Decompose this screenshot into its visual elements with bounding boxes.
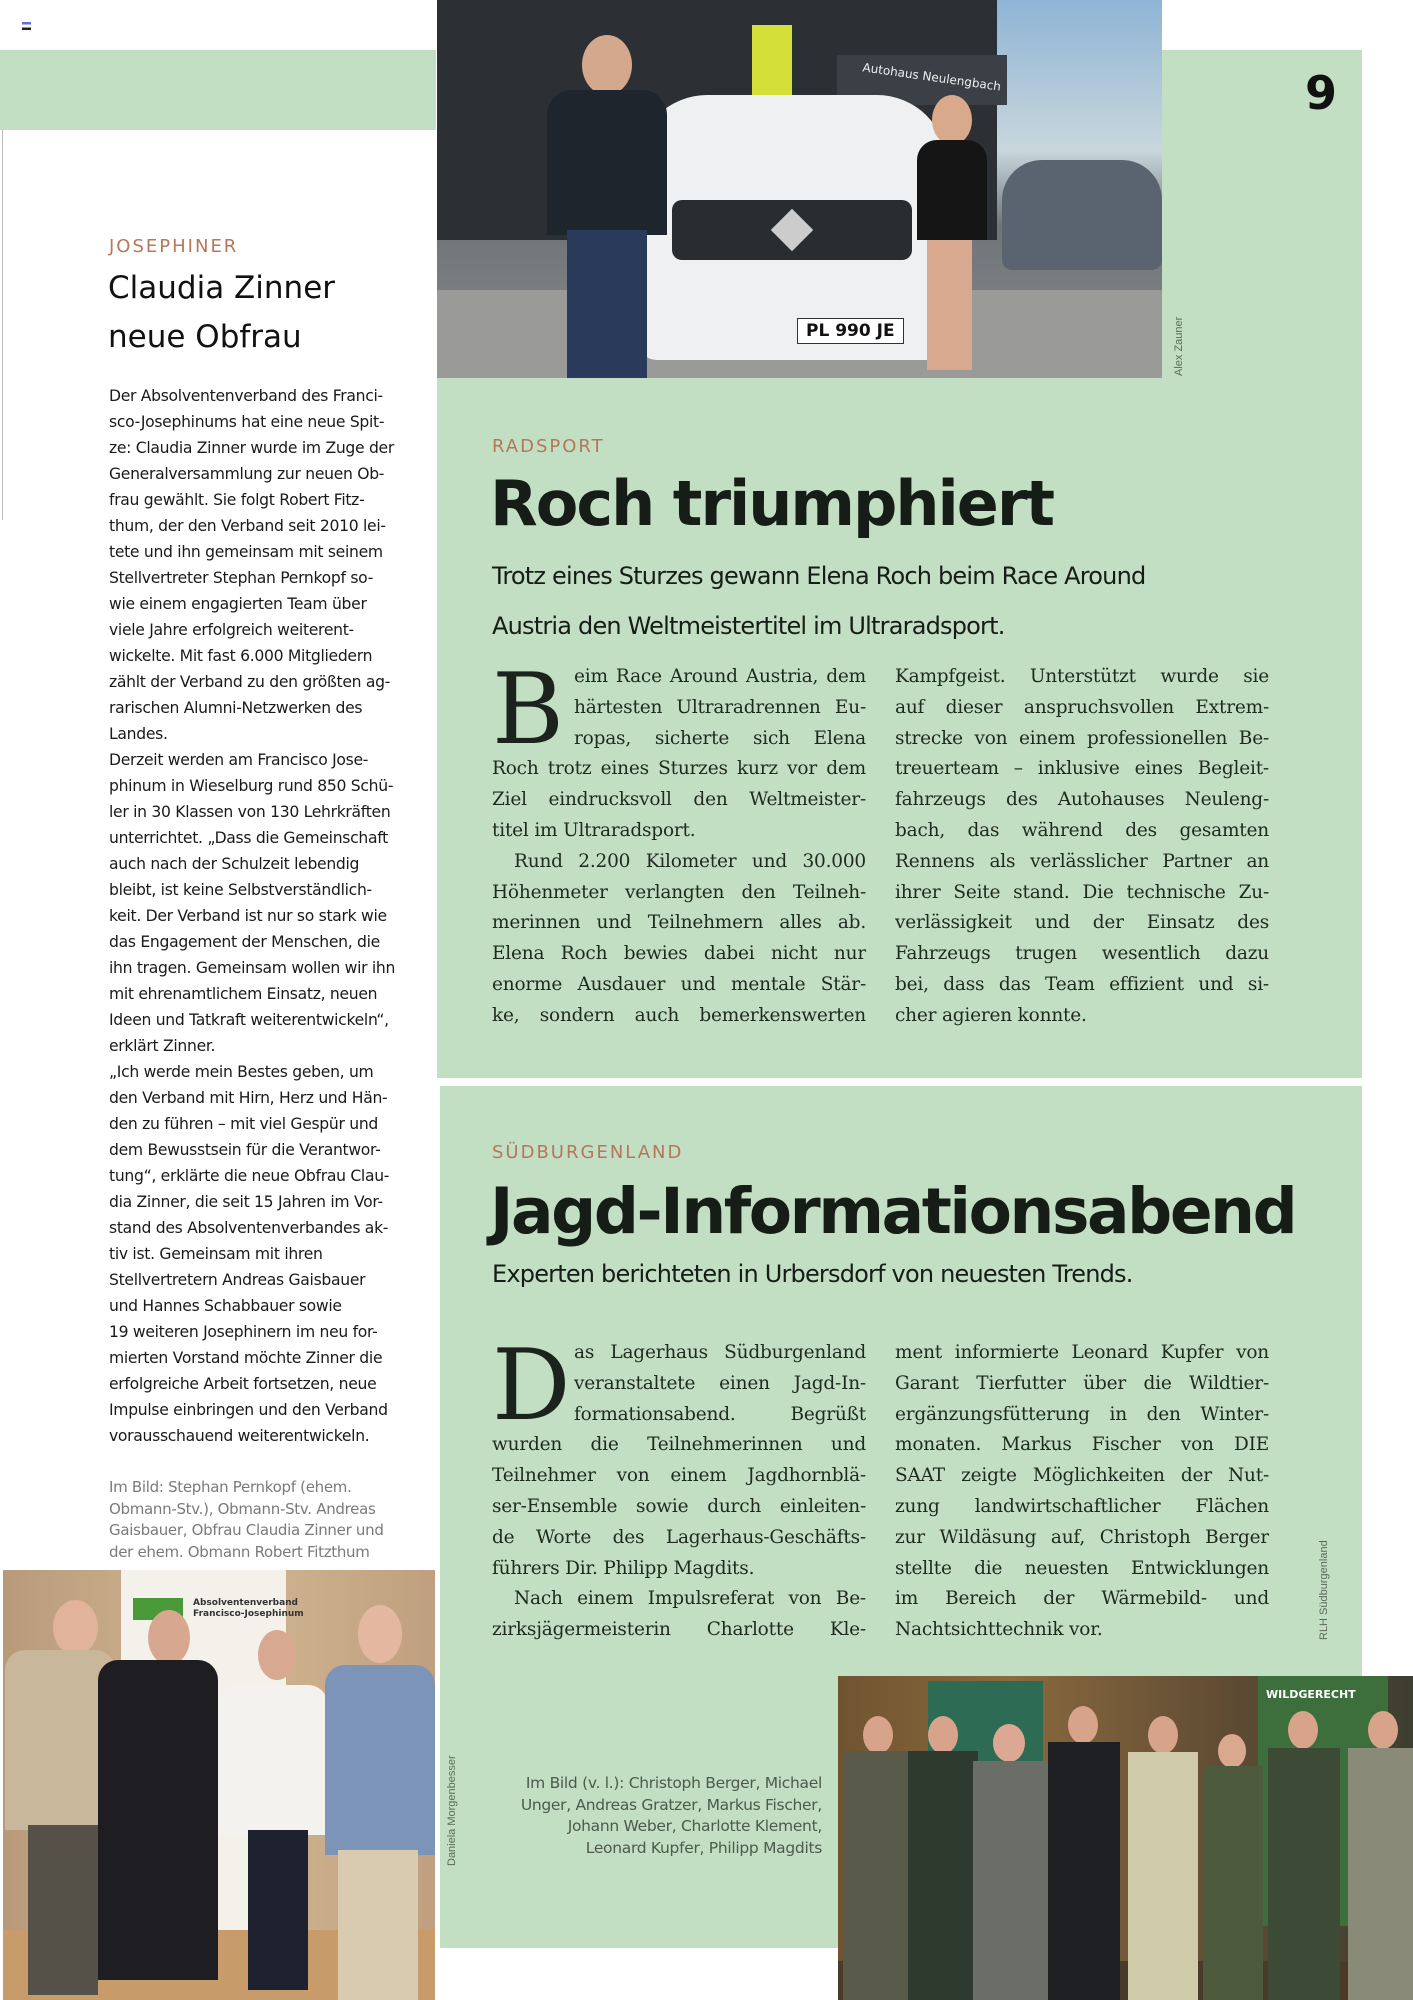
left-kicker: JOSEPHINER bbox=[109, 236, 239, 257]
text-line: dem Bewusstsein für die Verantwor- bbox=[109, 1141, 381, 1159]
text-line: „Ich werde mein Bestes geben, um bbox=[109, 1063, 374, 1081]
text-line: den Verband mit Hirn, Herz und Hän- bbox=[109, 1089, 388, 1107]
text-line: erklärt Zinner. bbox=[109, 1037, 216, 1055]
text-line: rarischen Alumni-Netzwerken des bbox=[109, 699, 363, 717]
subtitle-line: Austria den Weltmeistertitel im Ultraradsport. bbox=[492, 612, 1005, 640]
text-line: Teilnehmer von einem Jagdhornblä- bbox=[492, 1465, 866, 1487]
left-header-band bbox=[0, 50, 436, 130]
text-line: auch nach der Schulzeit lebendig bbox=[109, 855, 360, 873]
text-line: ropas, sicherte sich Elena bbox=[574, 727, 866, 749]
text-line: vorausschauend weiterentwickeln. bbox=[109, 1427, 370, 1445]
license-plate: PL 990 JE bbox=[797, 318, 904, 344]
text-line: Der Absolventenverband des Franci- bbox=[109, 387, 383, 405]
text-line: Rund 2.200 Kilometer und 30.000 bbox=[514, 850, 866, 872]
photo-jagd-group bbox=[838, 1676, 1413, 2000]
text-line: Kampfgeist. Unterstützt wurde sie bbox=[895, 666, 1269, 687]
text-line: Roch trotz eines Sturzes kurz vor dem bbox=[492, 758, 866, 780]
text-line: tung“, erklärte die neue Obfrau Clau- bbox=[109, 1167, 390, 1185]
text-line: dia Zinner, die seit 15 Jahren im Vor- bbox=[109, 1193, 383, 1211]
text-line: merinnen und Teilnehmern alles ab. bbox=[492, 912, 866, 934]
text-line: Fahrzeugs trugen wesentlich dazu bbox=[895, 943, 1269, 965]
text-line: Nach einem Impulsreferat von Be- bbox=[514, 1588, 866, 1610]
text-line: keit. Der Verband ist nur so stark wie bbox=[109, 907, 387, 925]
photo-car-handover bbox=[437, 0, 1162, 378]
text-line: cher agieren konnte. bbox=[895, 1004, 1087, 1026]
text-line: mierten Vorstand möchte Zinner die bbox=[109, 1349, 383, 1367]
text-line: Rennens als verlässlicher Partner an bbox=[895, 850, 1269, 872]
text-line: strecke von einem professionellen Be- bbox=[895, 727, 1269, 749]
left-title bbox=[108, 264, 335, 362]
text-line: ke, sondern auch bemerkenswerten bbox=[492, 1004, 866, 1026]
text-line: wurden die Teilnehmerinnen und bbox=[492, 1434, 866, 1456]
text-line: Generalversammlung zur neuen Ob- bbox=[109, 465, 385, 483]
photo-credit-left: Daniela Morgenbesser bbox=[446, 1755, 458, 1866]
text-line: tiv ist. Gemeinsam mit ihren bbox=[109, 1245, 323, 1263]
text-line: monaten. Markus Fischer von DIE bbox=[895, 1434, 1269, 1456]
drop-cap: B bbox=[492, 653, 564, 767]
drop-cap: D bbox=[492, 1329, 571, 1443]
text-line: Höhenmeter verlangten den Teilneh- bbox=[492, 881, 866, 903]
jagd-col2 bbox=[895, 1338, 1269, 1646]
jagd-caption bbox=[500, 1773, 822, 1859]
left-column-border bbox=[2, 130, 3, 520]
text-line: treuerteam – inklusive eines Begleit- bbox=[895, 758, 1269, 780]
text-line: Im Bild (v. l.): Christoph Berger, Michael bbox=[525, 1774, 822, 1792]
text-line: eim Race Around Austria, dem bbox=[574, 666, 866, 687]
text-line: Elena Roch bewies dabei nicht nur bbox=[492, 943, 866, 965]
photo-credit-jagd: RLH Südburgenland bbox=[1318, 1540, 1330, 1640]
photo-board-members bbox=[3, 1570, 435, 2000]
text-line: bleibt, ist keine Selbstverständlich- bbox=[109, 881, 372, 899]
text-line: ihrer Seite stand. Die technische Zu- bbox=[895, 881, 1269, 903]
text-line: zung landwirtschaftlicher Flächen bbox=[895, 1495, 1269, 1517]
text-line: zirksjägermeisterin Charlotte Kle- bbox=[492, 1619, 866, 1641]
text-line: stand des Absolventenverbandes ak- bbox=[109, 1219, 389, 1237]
text-line: SAAT zeigte Möglichkeiten der Nut- bbox=[895, 1465, 1269, 1487]
text-line: ment informierte Leonard Kupfer von bbox=[895, 1342, 1269, 1363]
text-line: formationsabend. Begrüßt bbox=[574, 1403, 866, 1425]
jagd-kicker: SÜDBURGENLAND bbox=[492, 1142, 684, 1163]
banner-text: Absolventenverband bbox=[193, 1598, 298, 1608]
text-line: auf dieser anspruchsvollen Extrem- bbox=[895, 696, 1269, 718]
photo-sign-text: WILDGERECHT bbox=[1266, 1688, 1356, 1701]
jagd-subtitle: Experten berichteten in Urbersdorf von neuesten Trends. bbox=[492, 1260, 1133, 1288]
text-line: führers Dir. Philipp Magdits. bbox=[492, 1557, 755, 1579]
text-line: tete und ihn gemeinsam mit seinem bbox=[109, 543, 383, 561]
text-line: viele Jahre erfolgreich weiterent- bbox=[109, 621, 354, 639]
text-line: stellte die neuesten Entwicklungen bbox=[895, 1557, 1269, 1579]
text-line: Stellvertretern Andreas Gaisbauer bbox=[109, 1271, 366, 1289]
text-line: titel im Ultraradsport. bbox=[492, 819, 696, 841]
text-line: im Bereich der Wärmebild- und bbox=[895, 1588, 1269, 1610]
text-line: Leonard Kupfer, Philipp Magdits bbox=[585, 1838, 822, 1857]
text-line: unterrichtet. „Dass die Gemeinschaft bbox=[109, 829, 388, 847]
banner-text: Francisco-Josephinum bbox=[193, 1609, 304, 1619]
text-line: as Lagerhaus Südburgenland bbox=[574, 1342, 866, 1363]
text-line: erfolgreiche Arbeit fortsetzen, neue bbox=[109, 1375, 377, 1393]
subtitle-line: Trotz eines Sturzes gewann Elena Roch beim Race Around bbox=[492, 562, 1146, 590]
text-line: Landes. bbox=[109, 725, 168, 743]
radsport-col1 bbox=[492, 653, 866, 1032]
text-line: den zu führen – mit viel Gespür und bbox=[109, 1115, 379, 1133]
photo-sign-text: Autohaus Neulengbach bbox=[861, 60, 1002, 94]
title-line: neue Obfrau bbox=[108, 319, 302, 355]
text-line: Im Bild: Stephan Pernkopf (ehem. bbox=[109, 1478, 352, 1496]
text-line: bach, das während des gesamten bbox=[895, 819, 1269, 841]
text-line: Ideen und Tatkraft weiterentwickeln“, bbox=[109, 1011, 389, 1029]
text-line: fahrzeugs des Autohauses Neuleng- bbox=[895, 789, 1269, 811]
text-line: ihn tragen. Gemeinsam wollen wir ihn bbox=[109, 959, 396, 977]
left-caption bbox=[109, 1477, 384, 1563]
text-line: Unger, Andreas Gratzer, Markus Fischer, bbox=[520, 1795, 822, 1814]
text-line: phinum in Wieselburg rund 850 Schü- bbox=[109, 777, 394, 795]
title-line: Claudia Zinner bbox=[108, 270, 336, 306]
photo-credit-radsport: Alex Zauner bbox=[1173, 316, 1185, 376]
text-line: Gaisbauer, Obfrau Claudia Zinner und bbox=[109, 1521, 384, 1539]
text-line: Stellvertreter Stephan Pernkopf so- bbox=[109, 569, 374, 587]
text-line: bei, dass das Team effizient und si- bbox=[895, 973, 1269, 995]
radsport-kicker: RADSPORT bbox=[492, 436, 605, 457]
text-line: Nachtsichttechnik vor. bbox=[895, 1619, 1103, 1641]
text-line: enorme Ausdauer und mentale Stär- bbox=[492, 973, 866, 995]
text-line: sco-Josephinums hat eine neue Spit- bbox=[109, 413, 385, 431]
text-line: wie einem engagierten Team über bbox=[109, 595, 367, 613]
text-line: zählt der Verband zu den größten ag- bbox=[109, 673, 391, 691]
text-line: ze: Claudia Zinner wurde im Zuge der bbox=[109, 439, 394, 457]
left-body bbox=[109, 383, 395, 1449]
text-line: veranstaltete einen Jagd-In- bbox=[574, 1372, 866, 1394]
text-line: der ehem. Obmann Robert Fitzthum bbox=[109, 1542, 370, 1561]
text-line: verlässigkeit und der Einsatz des bbox=[895, 912, 1269, 934]
text-line: Garant Tierfutter über die Wildtier- bbox=[895, 1372, 1269, 1394]
text-line: Johann Weber, Charlotte Klement, bbox=[567, 1817, 822, 1835]
text-line: 19 weiteren Josephinern im neu for- bbox=[109, 1323, 378, 1341]
flag-icon bbox=[22, 22, 31, 30]
text-line: de Worte des Lagerhaus-Geschäfts- bbox=[492, 1526, 866, 1548]
text-line: Impulse einbringen und den Verband bbox=[109, 1401, 388, 1419]
text-line: zur Wildäsung auf, Christoph Berger bbox=[895, 1526, 1269, 1548]
page-number: 9 bbox=[1305, 66, 1338, 120]
text-line: Obmann-Stv.), Obmann-Stv. Andreas bbox=[109, 1499, 376, 1518]
text-line: Ziel eindrucksvoll den Weltmeister- bbox=[492, 789, 866, 811]
text-line: ser-Ensemble sowie durch einleiten- bbox=[492, 1495, 866, 1517]
text-line: frau gewählt. Sie folgt Robert Fitz- bbox=[109, 491, 365, 509]
text-line: thum, der den Verband seit 2010 lei- bbox=[109, 517, 386, 535]
jagd-col1 bbox=[492, 1329, 866, 1646]
radsport-subtitle bbox=[492, 551, 1145, 651]
text-line: das Engagement der Menschen, die bbox=[109, 933, 380, 951]
text-line: ler in 30 Klassen von 130 Lehrkräften bbox=[109, 803, 391, 821]
text-line: mit ehrenamtlichem Einsatz, neuen bbox=[109, 985, 378, 1003]
text-line: und Hannes Schabbauer sowie bbox=[109, 1297, 342, 1315]
radsport-title: Roch triumphiert bbox=[490, 467, 1054, 540]
text-line: härtesten Ultraradrennen Eu- bbox=[574, 696, 866, 718]
radsport-col2 bbox=[895, 662, 1269, 1032]
text-line: Derzeit werden am Francisco Jose- bbox=[109, 751, 369, 769]
text-line: wickelte. Mit fast 6.000 Mitgliedern bbox=[109, 647, 373, 665]
jagd-title: Jagd-Informationsabend bbox=[490, 1175, 1296, 1248]
text-line: ergänzungsfütterung in den Winter- bbox=[895, 1403, 1269, 1425]
